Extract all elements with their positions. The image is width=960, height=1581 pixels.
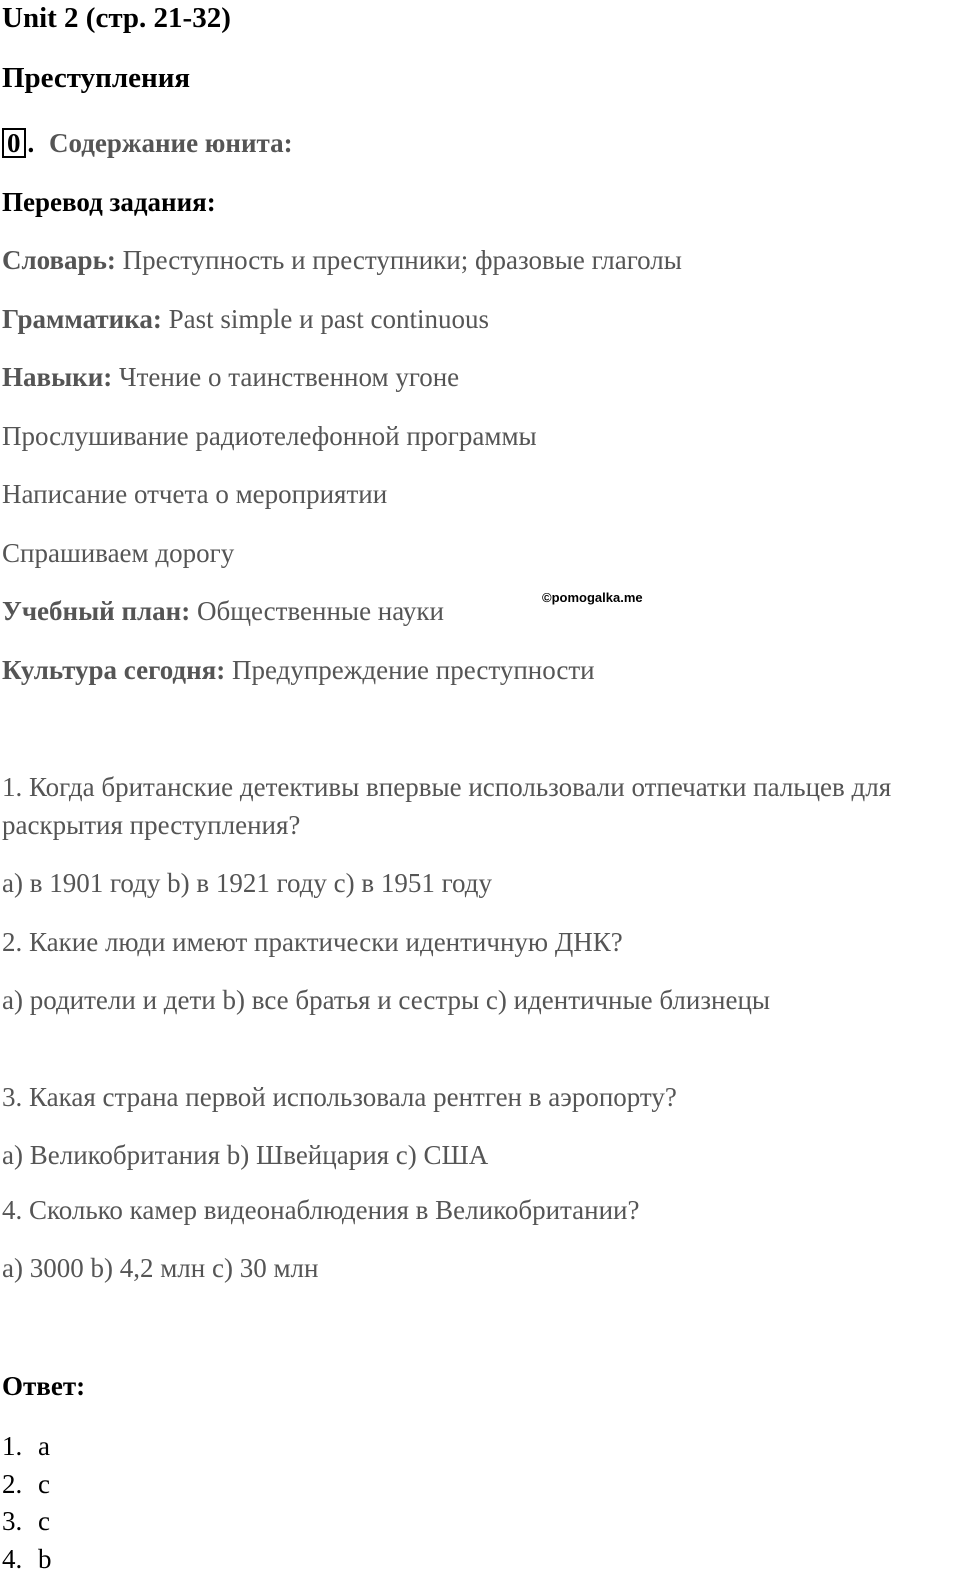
answer-value: a	[38, 1431, 50, 1461]
contents-label: Культура сегодня:	[2, 655, 226, 685]
contents-text: Прослушивание радиотелефонной программы	[2, 421, 537, 451]
task-number-suffix: .	[27, 128, 35, 158]
contents-item	[2, 420, 537, 452]
translation-heading: Перевод задания:	[2, 187, 216, 217]
contents-text: Чтение о таинственном угоне	[112, 362, 460, 392]
topic-title: Преступления	[2, 62, 191, 94]
answer-item	[2, 1503, 52, 1541]
task-number: 0	[7, 128, 21, 158]
question-line: 3. Какая страна первой использовала рентген в аэропорту?	[2, 1082, 677, 1112]
answer-number: 2.	[2, 1468, 23, 1499]
answer-item	[2, 1466, 52, 1504]
contents-label: Словарь:	[2, 245, 116, 275]
answer-list	[2, 1428, 52, 1578]
contents-item	[2, 478, 387, 510]
answer-heading: Ответ:	[2, 1371, 86, 1401]
task-heading-text: Содержание юнита:	[49, 128, 293, 158]
contents-item	[2, 303, 489, 335]
question-line: 2. Какие люди имеют практически идентичную ДНК?	[2, 927, 623, 957]
answer-number: 1.	[2, 1431, 23, 1461]
task-heading	[2, 127, 293, 159]
answer-value: c	[38, 1506, 50, 1536]
contents-text: Past simple и past continuous	[161, 304, 490, 334]
question-line: 4. Сколько камер видеонаблюдения в Великобритании?	[2, 1195, 640, 1225]
answer-item	[2, 1541, 52, 1579]
contents-label: Учебный план:	[2, 596, 191, 626]
contents-item	[2, 361, 459, 393]
contents-item	[2, 654, 595, 686]
contents-item	[2, 537, 234, 569]
contents-text: Предупреждение преступности	[225, 655, 595, 685]
question-line: раскрытия преступления?	[2, 810, 301, 840]
answer-value: b	[38, 1543, 52, 1574]
watermark: ©pomogalka.me	[542, 590, 643, 605]
unit-title: Unit 2 (стр. 21-32)	[2, 2, 231, 34]
contents-item	[2, 595, 444, 627]
answer-number: 4.	[2, 1543, 23, 1574]
contents-label: Навыки:	[2, 362, 113, 392]
answer-number: 3.	[2, 1506, 23, 1536]
question-line: 1. Когда британские детективы впервые использовали отпечатки пальцев для	[2, 772, 892, 802]
question-options: a) в 1901 году b) в 1921 году c) в 1951 году	[2, 868, 493, 898]
contents-text: Написание отчета о мероприятии	[2, 479, 388, 509]
contents-label: Грамматика:	[2, 304, 162, 334]
answer-item	[2, 1428, 52, 1466]
contents-text: Спрашиваем дорогу	[2, 538, 235, 568]
answer-value: c	[38, 1468, 50, 1499]
contents-item	[2, 244, 682, 276]
contents-text: Преступность и преступники; фразовые глаголы	[115, 245, 682, 275]
task-number-box	[2, 128, 26, 158]
contents-text: Общественные науки	[190, 596, 444, 626]
question-options: a) родители и дети b) все братья и сестры c) идентичные близнецы	[2, 985, 771, 1015]
question-options: a) 3000 b) 4,2 млн c) 30 млн	[2, 1253, 319, 1283]
question-options: a) Великобритания b) Швейцария c) США	[2, 1140, 489, 1170]
